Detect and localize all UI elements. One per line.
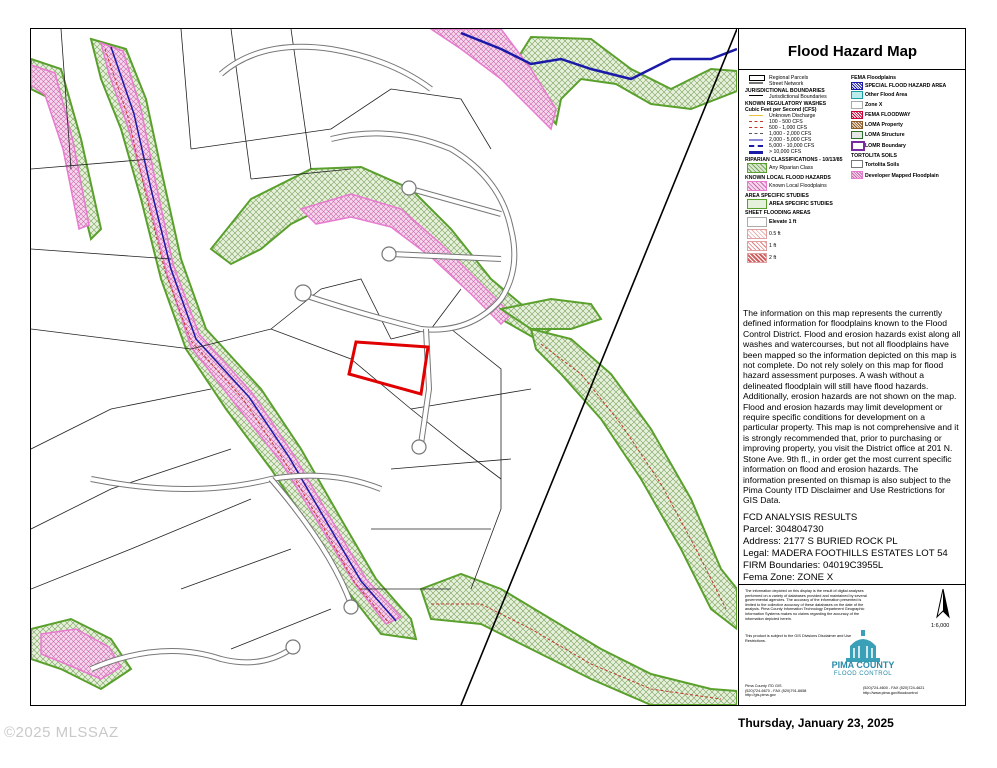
scale-label: 1:6,000 (931, 623, 950, 629)
legend-washes-sub: Cubic Feet per Second (CFS) (745, 107, 817, 113)
fema-swatch-4 (851, 121, 863, 129)
legend-riparian-header: RIPARIAN CLASSIFICATIONS - 10/13/85 (745, 157, 843, 163)
legend-regional-parcels: Regional Parcels (769, 75, 809, 81)
sheet-swatch-1 (747, 229, 767, 239)
legend-fema-1: Other Flood Area (865, 92, 908, 98)
cfs-swatch-0 (749, 115, 763, 116)
legend-cfs-5: 5,000 - 10,000 CFS (769, 143, 815, 149)
regional-parcels-swatch (749, 75, 765, 81)
legend-fema-0: SPECIAL FLOOD HAZARD AREA (865, 83, 947, 89)
legend-street-network: Street Network (769, 81, 804, 87)
juris-swatch (749, 95, 763, 96)
legend-cfs-4: 2,000 - 5,000 CFS (769, 137, 812, 143)
legend-sheet-1: 0.5 ft (769, 231, 781, 237)
footer-divider (739, 584, 966, 585)
sheet-swatch-0 (747, 217, 767, 227)
legend-known-local: Known Local Floodplains (769, 183, 827, 189)
legend-developer: Developer Mapped Floodplain (865, 173, 939, 179)
legend-area-header: AREA SPECIFIC STUDIES (745, 193, 809, 199)
cfs-swatch-6 (749, 151, 763, 154)
print-date: Thursday, January 23, 2025 (738, 716, 894, 730)
fcd-zone: Fema Zone: ZONE X (743, 572, 834, 583)
cfs-swatch-1 (749, 121, 763, 122)
cfs-swatch-5 (749, 145, 763, 147)
legend-cfs-1: 100 - 500 CFS (769, 119, 803, 125)
info-text: The information on this map represents the currently defined information for floodplains known to the Flood Control District. Flood and erosion hazards exist along all washes and watercourses, but not all floodplains have been mapped so the information depicted on this map is not complete. Do not rely solely on this map for flood hazard assessment purposes. A wash without a delineated floodplain will still have flood hazards. Additionally, erosion hazards are not shown on the map. Flood and erosion hazards may limit development or require specific conditions for development on a particular property. This map is not comprehensive and it is strongly recommended that, prior to purchasing or improving property, you visit the District office at 201 N. Stone Ave. 9th fl., in order get the most current specific information on flood and erosion hazards. The information presented on thismap is also subject to the Pima County ITD Disclaimer and Use Restrictions for GIS Data. (743, 308, 961, 506)
legend-panel (738, 29, 966, 705)
legend-sheet-0: Elevate 1 ft (769, 219, 797, 225)
map-title: Flood Hazard Map (787, 43, 918, 60)
jurisdictional-boundary (461, 29, 737, 705)
legend-sheet-header: SHEET FLOODING AREAS (745, 210, 811, 216)
subject-parcel (349, 342, 428, 394)
legend-juris-boundaries: Jurisdictional Boundaries (769, 94, 827, 100)
logo-name: PIMA COUNTY (831, 660, 895, 670)
map-canvas (31, 29, 737, 705)
legend-cfs-6: > 10,000 CFS (769, 149, 802, 155)
cfs-swatch-3 (749, 133, 763, 134)
riparian-area-se (531, 329, 737, 629)
legend-fema-3: FEMA FLOODWAY (865, 112, 911, 118)
legend-fema-header: FEMA Floodplains (851, 75, 897, 81)
parcel-lines (31, 29, 531, 649)
cfs-swatch-2 (749, 127, 763, 128)
map-view[interactable] (31, 29, 737, 705)
local-floodplain-swatch (747, 181, 767, 191)
fema-swatch-0 (851, 82, 863, 90)
pima-county-logo (818, 628, 908, 684)
legend-fema-5: LOMA Structure (865, 132, 905, 138)
legend-juris-header: JURISDICTIONAL BOUNDARIES (745, 88, 825, 94)
cfs-swatch-4 (749, 139, 763, 141)
tortolita-swatch (851, 160, 863, 168)
fema-swatch-2 (851, 101, 863, 109)
mls-watermark: ©2025 MLSSAZ (4, 724, 119, 741)
area-studies-swatch (747, 199, 767, 209)
fema-swatch-3 (851, 111, 863, 119)
north-label: N (937, 594, 941, 600)
map-sheet (30, 28, 966, 706)
fcd-header: FCD ANALYSIS RESULTS (743, 512, 858, 523)
legend-fema-2: Zone X (865, 102, 883, 108)
sheet-swatch-2 (747, 241, 767, 251)
riparian-swatch (747, 163, 767, 173)
street-network-swatch (749, 82, 763, 84)
legend-washes-header: KNOWN REGULATORY WASHES (745, 101, 827, 107)
legend-tortolita: Tortolita Soils (865, 162, 900, 168)
legend-fema-6: LOMR Boundary (865, 143, 906, 149)
fema-swatch-1 (851, 91, 863, 99)
fcd-firm: FIRM Boundaries: 04019C3955L (743, 560, 884, 571)
legend-tortolita-header: TORTOLITA SOILS (851, 153, 897, 159)
legend-area-studies: AREA SPECIFIC STUDIES (769, 201, 833, 207)
sheet-swatch-3 (747, 253, 767, 263)
disclaimer-text-2: This product is subject to the GIS Divisions Disclaimer and Use Restrictions. (745, 634, 852, 643)
fema-swatch-6 (851, 141, 865, 151)
legend-cfs-0: Unknown Discharge (769, 113, 816, 119)
contact-left: Pima County ITD GIS (520)724-6670 - FAX (520)791-6658 http://gis.pima.gov (745, 684, 807, 698)
fema-swatch-5 (851, 131, 863, 139)
contact-right: (520)724-4600 - FAX (520)724-4621 http://www.pima.gov/floodcontrol (863, 686, 925, 695)
fcd-parcel: Parcel: 304804730 (743, 524, 824, 535)
developer-swatch (851, 171, 863, 179)
legend-sheet-2: 1 ft (769, 243, 777, 249)
title-divider (739, 69, 966, 70)
disclaimer-text: The information depicted on this display is the result of digital analyses performed on a variety of databases provided and maintained by several governmental agencies. The accuracy of the information presented is limited to the collective accuracy of these databases on the date of the analysis. Pima County Information Technology Department Geographic Information Systems makes no claims regarding the accuracy of the information depicted herein. (745, 589, 867, 621)
logo-sub: FLOOD CONTROL (833, 671, 893, 677)
legend-any-riparian: Any Riparian Class (769, 165, 814, 171)
legend-local-header: KNOWN LOCAL FLOOD HAZARDS (745, 175, 831, 181)
legend-sheet-3: 2 ft (769, 255, 777, 261)
legend-fema-4: LOMA Property (865, 122, 903, 128)
fcd-address: Address: 2177 S BURIED ROCK PL (743, 536, 898, 547)
fcd-legal: Legal: MADERA FOOTHILLS ESTATES LOT 54 (743, 548, 948, 559)
legend-cfs-3: 1,000 - 2,000 CFS (769, 131, 812, 137)
legend-cfs-2: 500 - 1,000 CFS (769, 125, 808, 131)
